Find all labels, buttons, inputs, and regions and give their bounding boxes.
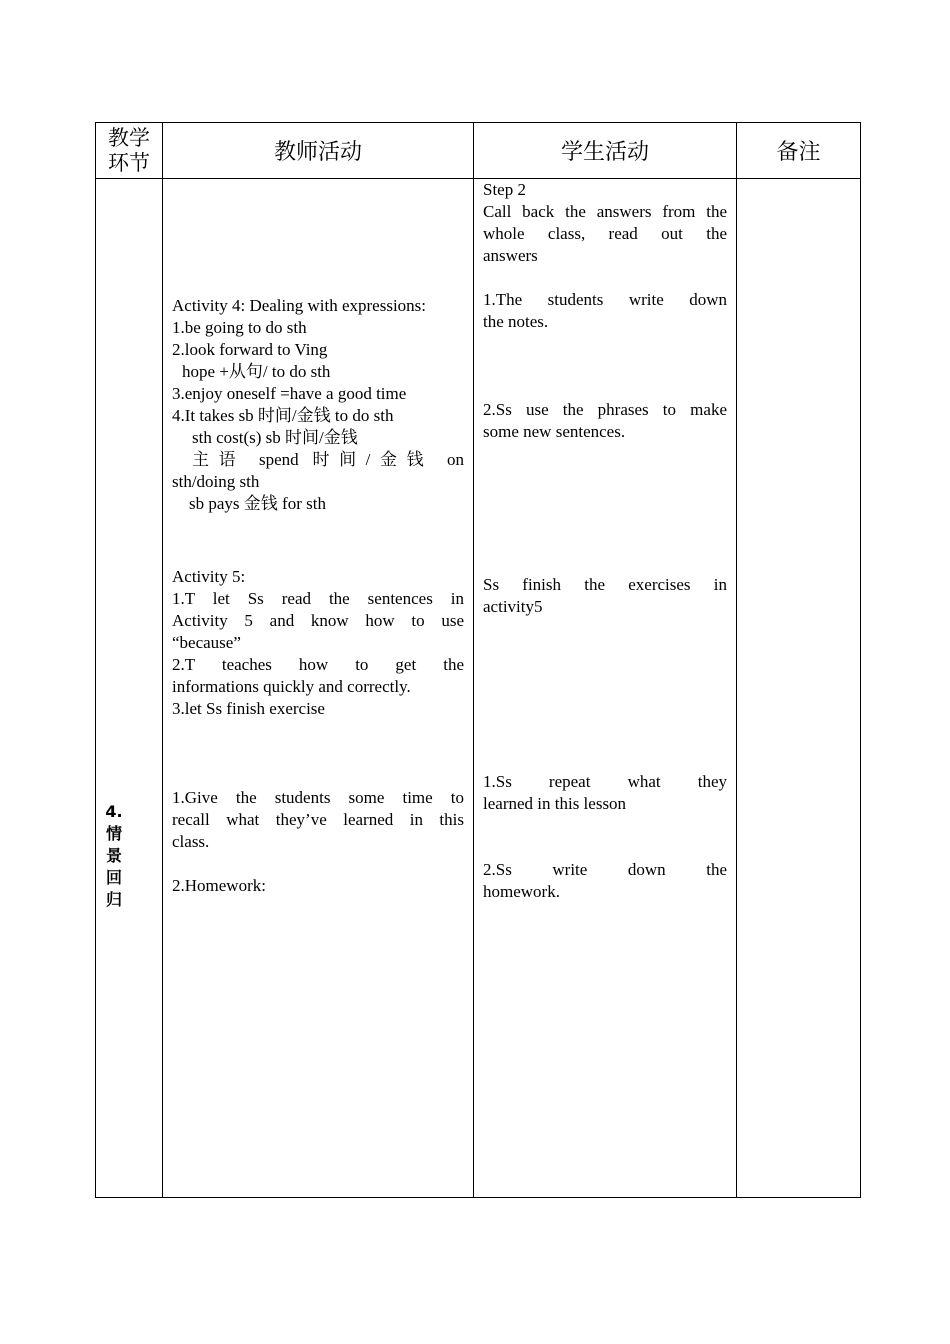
activity4-line: sb pays 金钱 for sth (189, 494, 326, 513)
activity5-line: 1.T let Ss read the sentences in (172, 589, 464, 608)
homework-label: 2.Homework: (172, 876, 266, 895)
phrases-line: some new sentences. (483, 422, 626, 441)
stage-char: 情 (105, 824, 122, 843)
header-teacher-activity: 教师活动 (163, 123, 474, 179)
header-row (96, 123, 861, 179)
stage-char: 景 (105, 846, 122, 865)
step2-line: Call back the answers from the (483, 202, 727, 221)
header-notes: 备注 (737, 123, 861, 179)
phrases-block (483, 399, 727, 443)
activity5-block (172, 566, 464, 720)
teacher-activity-cell (163, 179, 474, 1198)
header-stage-line2: 环节 (108, 150, 150, 175)
student-activity-cell (474, 179, 737, 1198)
stage-label (104, 801, 124, 911)
activity4-line: sth cost(s) sb 时间/金钱 (192, 428, 358, 447)
step2-line: whole class, read out the (483, 224, 727, 243)
activity5-line: Activity 5 and know how to use (172, 611, 464, 630)
step2-title: Step 2 (483, 180, 526, 199)
notes-block (483, 289, 727, 333)
exercises-block (483, 574, 727, 618)
phrases-line: 2.Ss use the phrases to make (483, 400, 727, 419)
activity4-line: 3.enjoy oneself =have a good time (172, 384, 407, 403)
activity4-title: Activity 4: Dealing with expressions: (172, 296, 427, 315)
notes-cell (737, 179, 861, 1198)
stage-number: 4. (105, 802, 123, 821)
repeat-line: 1.Ss repeat what they (483, 772, 727, 791)
activity4-line: sth/doing sth (172, 472, 260, 491)
notes-line: 1.The students write down (483, 290, 727, 309)
recall-line: class. (172, 832, 210, 851)
activity5-line: informations quickly and correctly. (172, 677, 411, 696)
activity4-line: 1.be going to do sth (172, 318, 307, 337)
exercises-line: Ss finish the exercises in (483, 575, 727, 594)
recall-line: recall what they’ve learned in this (172, 810, 464, 829)
homework-line: homework. (483, 882, 560, 901)
header-student-activity: 学生活动 (474, 123, 737, 179)
activity5-line: “because” (172, 633, 241, 652)
notes-line: the notes. (483, 312, 549, 331)
stage-char: 回 (105, 868, 122, 887)
exercises-line: activity5 (483, 597, 543, 616)
recall-block (172, 787, 464, 897)
activity4-line: 主语 spend 时间/金钱 on (192, 450, 464, 469)
stage-cell (96, 179, 163, 1198)
activity4-block (172, 295, 464, 515)
activity4-line: hope +从句/ to do sth (182, 362, 331, 381)
homework-line: 2.Ss write down the (483, 860, 727, 879)
activity5-line: 3.let Ss finish exercise (172, 699, 325, 718)
lesson-plan-table (95, 122, 861, 1198)
stage-char: 归 (105, 890, 122, 909)
recall-line: 1.Give the students some time to (172, 788, 464, 807)
homework-block (483, 859, 727, 903)
activity5-title: Activity 5: (172, 567, 246, 586)
header-stage-line1: 教学 (108, 125, 150, 150)
step2-line: answers (483, 246, 538, 265)
repeat-line: learned in this lesson (483, 794, 627, 813)
activity4-line: 2.look forward to Ving (172, 340, 328, 359)
step2-block (483, 179, 727, 267)
repeat-block (483, 771, 727, 815)
header-stage (96, 123, 163, 179)
activity4-line: 4.It takes sb 时间/金钱 to do sth (172, 406, 394, 425)
activity5-line: 2.T teaches how to get the (172, 655, 464, 674)
body-row (96, 179, 861, 1198)
